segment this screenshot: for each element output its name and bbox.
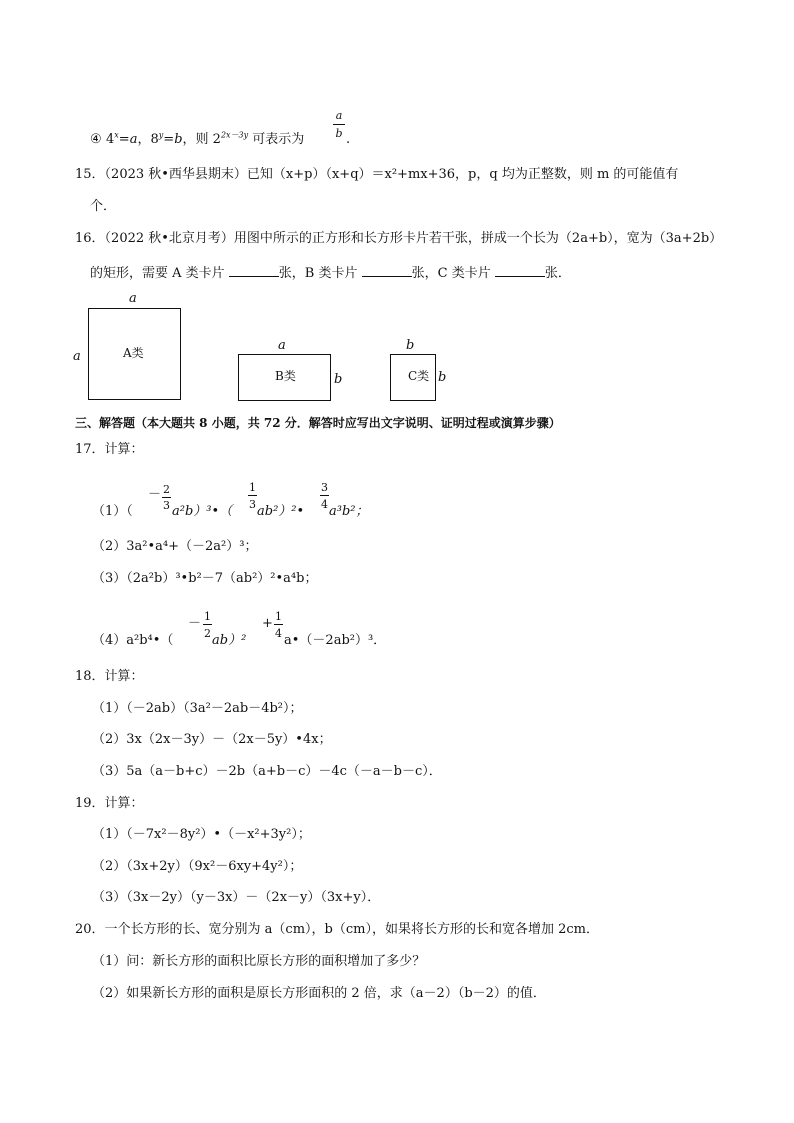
card-a [88, 308, 181, 400]
q17-p1-b: a²b）³•（ [172, 504, 233, 519]
circle-number-4: ④ [90, 132, 102, 147]
card-a-top-label: a [129, 291, 137, 306]
q17-p1-f2-bar [248, 495, 257, 496]
q14-exp: 2x－3y [220, 130, 249, 140]
q14-base4: 4 [106, 132, 115, 147]
q16-line2-c: 张，C 类卡片 [411, 266, 495, 281]
q17-p1-d: a³b²； [329, 504, 369, 519]
q14-comma1: ， [137, 132, 151, 147]
card-c-label: C类 [408, 369, 430, 383]
q18-p3: （3）5a（a－b+c）－2b（a+b－c）－4c（－a－b－c）． [92, 764, 442, 779]
q17-p1-f1-den: 3 [163, 499, 170, 512]
q17-p4-f1-bar [203, 624, 212, 625]
q17-p1-f1-sign: － [148, 487, 162, 502]
q14-tail1: ，则 [182, 132, 213, 147]
q14-tail2: 可表示为 [248, 132, 305, 147]
q17-p1-a: （1）（ [92, 504, 133, 519]
q14-frac-den: b [335, 127, 343, 140]
q17-p4-f1-den: 2 [204, 627, 211, 640]
q17-p4-f1-num: 1 [204, 610, 211, 623]
q14-eq1: = [118, 132, 130, 147]
card-b-top-label: a [278, 338, 286, 353]
q20-p1: （1）问：新长方形的面积比原长方形的面积增加了多少？ [92, 954, 426, 969]
q17-p1-f1-bar [162, 497, 171, 498]
q17-p1-f3-bar [320, 495, 329, 496]
q18-title: 18．计算： [75, 669, 144, 684]
q14-b: b [174, 132, 183, 147]
q14-expression [106, 130, 305, 147]
q14-frac-num: a [335, 109, 343, 122]
q16-line2-d: 张． [544, 266, 571, 281]
q16-line2 [90, 264, 571, 280]
q17-p1-f2-den: 3 [249, 498, 256, 511]
q17-title: 17．计算： [75, 442, 144, 457]
q18-p1: （1）（－2ab）（3a²－2ab－4b²）； [92, 701, 303, 716]
q17-p4-f1-sign: － [188, 616, 202, 631]
q14-exp-x: x [114, 130, 119, 140]
q17-p3: （3）（2a²b）³•b²－7（ab²）²•a⁴b； [92, 571, 318, 586]
card-c-top-label: b [406, 338, 415, 353]
q17-p4-c: a•（－2ab²）³． [284, 633, 387, 648]
q17-p4-f2-den: 4 [275, 627, 282, 640]
q15-line2: 个． [90, 199, 117, 214]
q16-line2-a: 的矩形，需要 A 类卡片 [90, 266, 229, 281]
q19-p3: （3）（3x－2y）（y－3x）－（2x－y）（3x+y）． [92, 890, 381, 905]
q17-p1-f3-num: 3 [321, 481, 328, 494]
q17-p4-f2-sign: + [262, 616, 273, 631]
q20-line1: 20．一个长方形的长、宽分别为 a（cm），b（cm），如果将长方形的长和宽各增加 2cm． [75, 922, 599, 937]
q17-p2: （2）3a²•a⁴+（－2a²）³； [92, 539, 258, 554]
q17-p4-f2-bar [274, 624, 283, 625]
card-b-side-label: b [334, 372, 343, 387]
q19-title: 19．计算： [75, 796, 144, 811]
q16-blank-b[interactable] [362, 264, 412, 277]
q17-p1-c: ab²）²• [257, 504, 305, 519]
q19-p2: （2）（3x+2y）（9x²－6xy+4y²）； [92, 859, 303, 874]
q20-p2: （2）如果新长方形的面积是原长方形面积的 2 倍，求（a－2）（b－2）的值． [92, 986, 546, 1001]
q19-p1: （1）（－7x²－8y²）•（－x²+3y²）； [92, 827, 311, 842]
q14-exp-y: y [158, 130, 164, 140]
q14-frac-bar [333, 124, 345, 125]
q14-base8: 8 [150, 132, 159, 147]
card-a-label: A类 [123, 346, 144, 360]
card-a-side-label: a [73, 349, 81, 364]
card-b [238, 354, 331, 401]
q17-p1-f2-num: 1 [249, 481, 256, 494]
q16-line2-b: 张，B 类卡片 [278, 266, 362, 281]
section-3-heading: 三、解答题（本大题共 8 小题，共 72 分．解答时应写出文字说明、证明过程或演算步骤） [75, 416, 561, 430]
q16-line1: 16．（2022 秋•北京月考）用图中所示的正方形和长方形卡片若干张，拼成一个长为（2a+b），宽为（3a+2b） [75, 231, 723, 246]
q16-blank-c[interactable] [495, 264, 545, 277]
q16-blank-a[interactable] [229, 264, 279, 277]
q14-base2: 2 [212, 132, 221, 147]
q18-p2: （2）3x（2x－3y）－（2x－5y）•4x； [92, 732, 332, 747]
q15-line1: 15．（2023 秋•西华县期末）已知（x+p）（x+q）＝x²+mx+36，p，q 均为正整数，则 m 的可能值有 [75, 167, 679, 182]
q14-eq2: = [163, 132, 175, 147]
card-b-label: B类 [275, 369, 296, 383]
q14-a: a [129, 132, 138, 147]
q17-p1-f3-den: 4 [321, 498, 328, 511]
q17-p4-b: ab）² [212, 633, 247, 648]
card-c-side-label: b [438, 370, 447, 385]
card-c [390, 354, 436, 401]
q17-p4-a: （4）a²b⁴•（ [92, 633, 174, 648]
q17-p4-f2-num: 1 [275, 610, 282, 623]
q14-end: . [346, 132, 351, 147]
q17-p1-f1-num: 2 [163, 483, 170, 496]
